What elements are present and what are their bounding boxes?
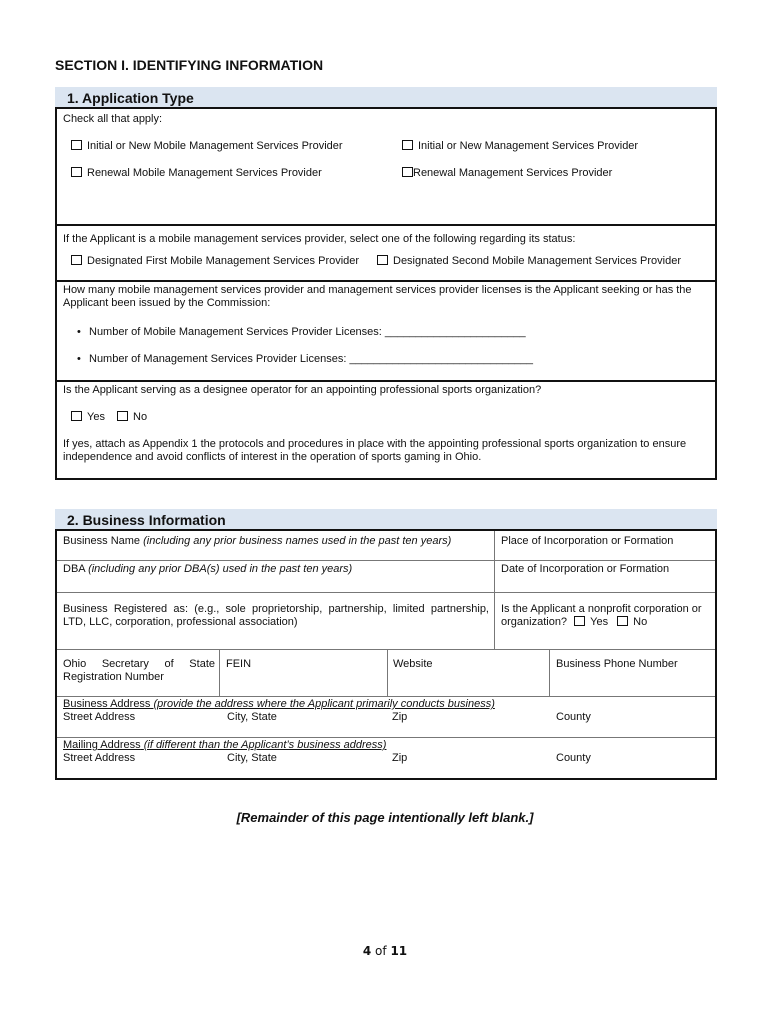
application-type-title: 1. Application Type [67, 90, 194, 106]
registered-as-field[interactable]: Business Registered as: (e.g., sole proprietorship, partnership, limited partnership, LTD, LLC, corporation, professional association) [63, 603, 489, 628]
designee-question: Is the Applicant serving as a designee operator for an appointing professional sports organization? [63, 384, 542, 396]
application-type-header [55, 87, 717, 107]
appendix-note: If yes, attach as Appendix 1 the protocols and procedures in place with the appointing professional sports organization to ensure independence and avoid conflicts of interest in the operation of sports gaming in Ohio. [63, 438, 687, 463]
blank-page-note: [Remainder of this page intentionally left blank.] [236, 810, 534, 825]
county-field[interactable]: County [556, 711, 591, 723]
street-address-field[interactable]: Street Address [63, 711, 136, 723]
business-name-field[interactable]: Business Name (including any prior business names used in the past ten years) [63, 535, 452, 547]
column-divider [549, 649, 550, 696]
bullet-mobile-licenses: • Number of Mobile Management Services Provider Licenses: _______________________ [89, 326, 526, 338]
section-title: SECTION I. IDENTIFYING INFORMATION [55, 57, 324, 73]
checkbox[interactable] [71, 167, 82, 177]
business-address-label: Business Address (provide the address where the Applicant primarily conducts business) [63, 698, 495, 710]
option-initial-mobile[interactable]: Initial or New Mobile Management Services Provider [71, 140, 343, 152]
column-divider [494, 531, 495, 649]
checkbox[interactable] [117, 411, 128, 421]
city-state-field[interactable]: City, State [227, 711, 277, 723]
ohio-sos-field[interactable]: Ohio Secretary of State Registration Number [63, 658, 215, 683]
checkbox[interactable] [377, 255, 388, 265]
option-designated-first[interactable]: Designated First Mobile Management Services Provider [71, 255, 359, 267]
check-all-label: Check all that apply: [63, 113, 163, 125]
option-renewal-mobile[interactable]: Renewal Mobile Management Services Provider [71, 167, 322, 179]
divider [57, 280, 715, 282]
checkbox[interactable] [402, 167, 413, 177]
application-type-box [55, 107, 717, 480]
divider [57, 380, 715, 382]
nonprofit-no-checkbox[interactable] [617, 616, 628, 626]
phone-field[interactable]: Business Phone Number [556, 658, 678, 670]
business-info-box [55, 529, 717, 780]
divider [57, 649, 715, 650]
status-question: If the Applicant is a mobile management services provider, select one of the following regarding its status: [63, 233, 576, 245]
divider [57, 737, 715, 738]
divider [57, 560, 715, 561]
option-designated-second[interactable]: Designated Second Mobile Management Services Provider [377, 255, 681, 267]
zip-field[interactable]: Zip [392, 711, 408, 723]
divider [57, 696, 715, 697]
option-renewal-management[interactable]: Renewal Management Services Provider [402, 167, 612, 179]
business-info-header [55, 509, 717, 529]
option-initial-management[interactable]: Initial or New Management Services Provider [402, 140, 638, 152]
nonprofit-question: Is the Applicant a nonprofit corporation or organization? Yes No [501, 603, 702, 628]
checkbox[interactable] [71, 140, 82, 150]
dba-field[interactable]: DBA (including any prior DBA(s) used in the past ten years) [63, 563, 353, 575]
checkbox[interactable] [71, 255, 82, 265]
nonprofit-yes-checkbox[interactable] [574, 616, 585, 626]
column-divider [219, 649, 220, 696]
place-of-incorporation-field[interactable]: Place of Incorporation or Formation [501, 535, 674, 547]
licenses-question: How many mobile management services provider and management services provider licenses is the Applicant seeking or has the Applicant been issued by the Commission: [63, 284, 692, 309]
column-divider [387, 649, 388, 696]
bullet-management-licenses: • Number of Management Services Provider Licenses: ______________________________ [89, 353, 533, 365]
mailing-address-label: Mailing Address (if different than the Applicant’s business address) [63, 739, 387, 751]
divider [57, 592, 715, 593]
mailing-street-field[interactable]: Street Address [63, 752, 136, 764]
option-designee-yes[interactable]: Yes [71, 411, 105, 423]
page-number: 4 of 11 [362, 944, 408, 958]
date-of-incorporation-field[interactable]: Date of Incorporation or Formation [501, 563, 670, 575]
website-field[interactable]: Website [393, 658, 433, 670]
checkbox[interactable] [402, 140, 413, 150]
divider [57, 224, 715, 226]
mailing-county-field[interactable]: County [556, 752, 591, 764]
mailing-city-state-field[interactable]: City, State [227, 752, 277, 764]
checkbox[interactable] [71, 411, 82, 421]
fein-field[interactable]: FEIN [226, 658, 252, 670]
mailing-zip-field[interactable]: Zip [392, 752, 408, 764]
option-designee-no[interactable]: No [117, 411, 147, 423]
business-info-title: 2. Business Information [67, 512, 226, 528]
